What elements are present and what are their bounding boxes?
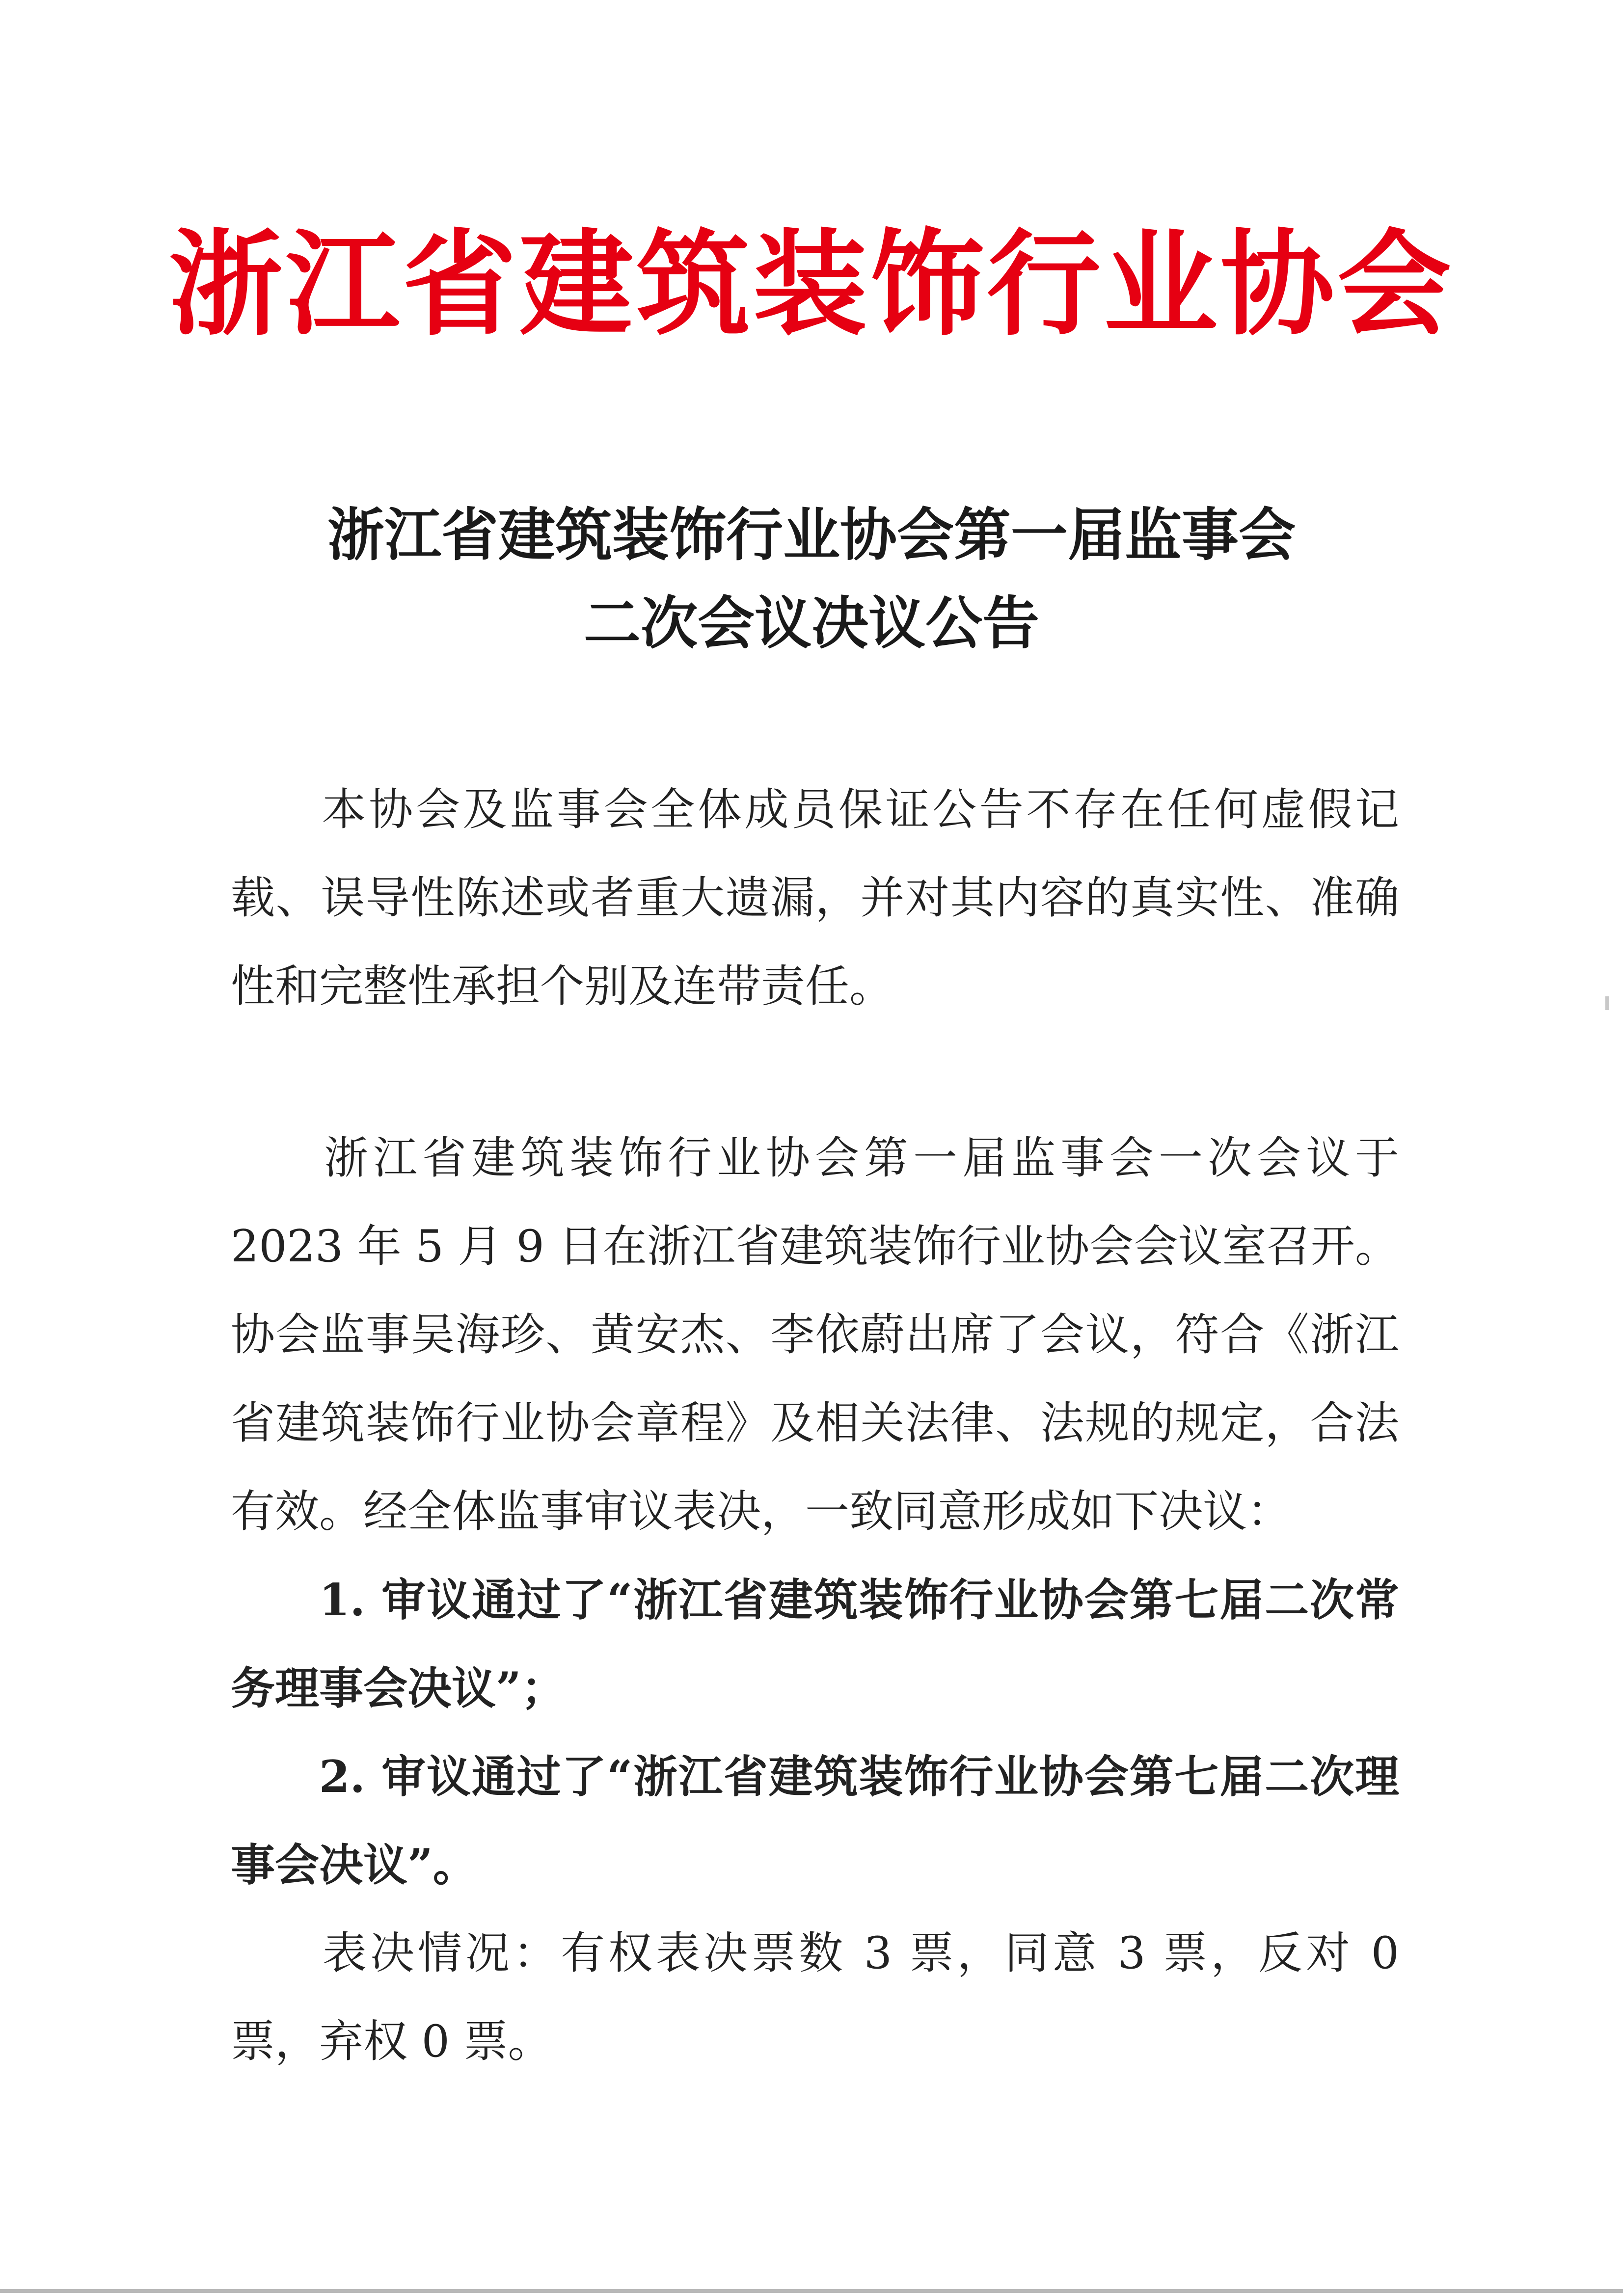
announcement-title-line2: 二次会议决议公告	[584, 590, 1039, 657]
guarantee-paragraph	[231, 766, 1399, 1031]
announcement-title-line1: 浙江省建筑装饰行业协会第一届监事会	[327, 502, 1296, 568]
resolution-item-text: 1. 审议通过了“浙江省建筑装饰行业协会第七届二次常务理事会决议”；	[231, 1574, 1399, 1714]
resolution-item	[231, 1733, 1399, 1909]
scan-bottom-edge	[0, 2289, 1623, 2293]
guarantee-statement-text: 本协会及监事会全体成员保证公告不存在任何虚假记载、误导性陈述或者重大遗漏，并对其内容的真实性、准确性和完整性承担个别及连带责任。	[231, 784, 1399, 1012]
resolution-item-text: 2. 审议通过了“浙江省建筑装饰行业协会第七届二次理事会决议”。	[231, 1751, 1399, 1891]
scan-edge-mark	[1605, 996, 1609, 1010]
meeting-info-text: 浙江省建筑装饰行业协会第一届监事会一次会议于 2023 年 5 月 9 日在浙江省建筑装饰行业协会会议室召开。协会监事吴海珍、黄安杰、李依蔚出席了会议，符合《浙江省建筑装饰行业协会章程》及相关法律、法规的规定，合法有效。经全体监事审议表决，一致同意形成如下决议：	[231, 1132, 1399, 1537]
letterhead-org-name: 浙江省建筑装饰行业协会	[168, 218, 1454, 351]
resolution-item	[231, 1556, 1399, 1733]
vote-result-paragraph	[231, 1909, 1399, 2086]
vote-result-text: 表决情况：有权表决票数 3 票，同意 3 票，反对 0 票，弃权 0 票。	[231, 1927, 1399, 2067]
meeting-info-paragraph	[231, 1114, 1399, 1556]
